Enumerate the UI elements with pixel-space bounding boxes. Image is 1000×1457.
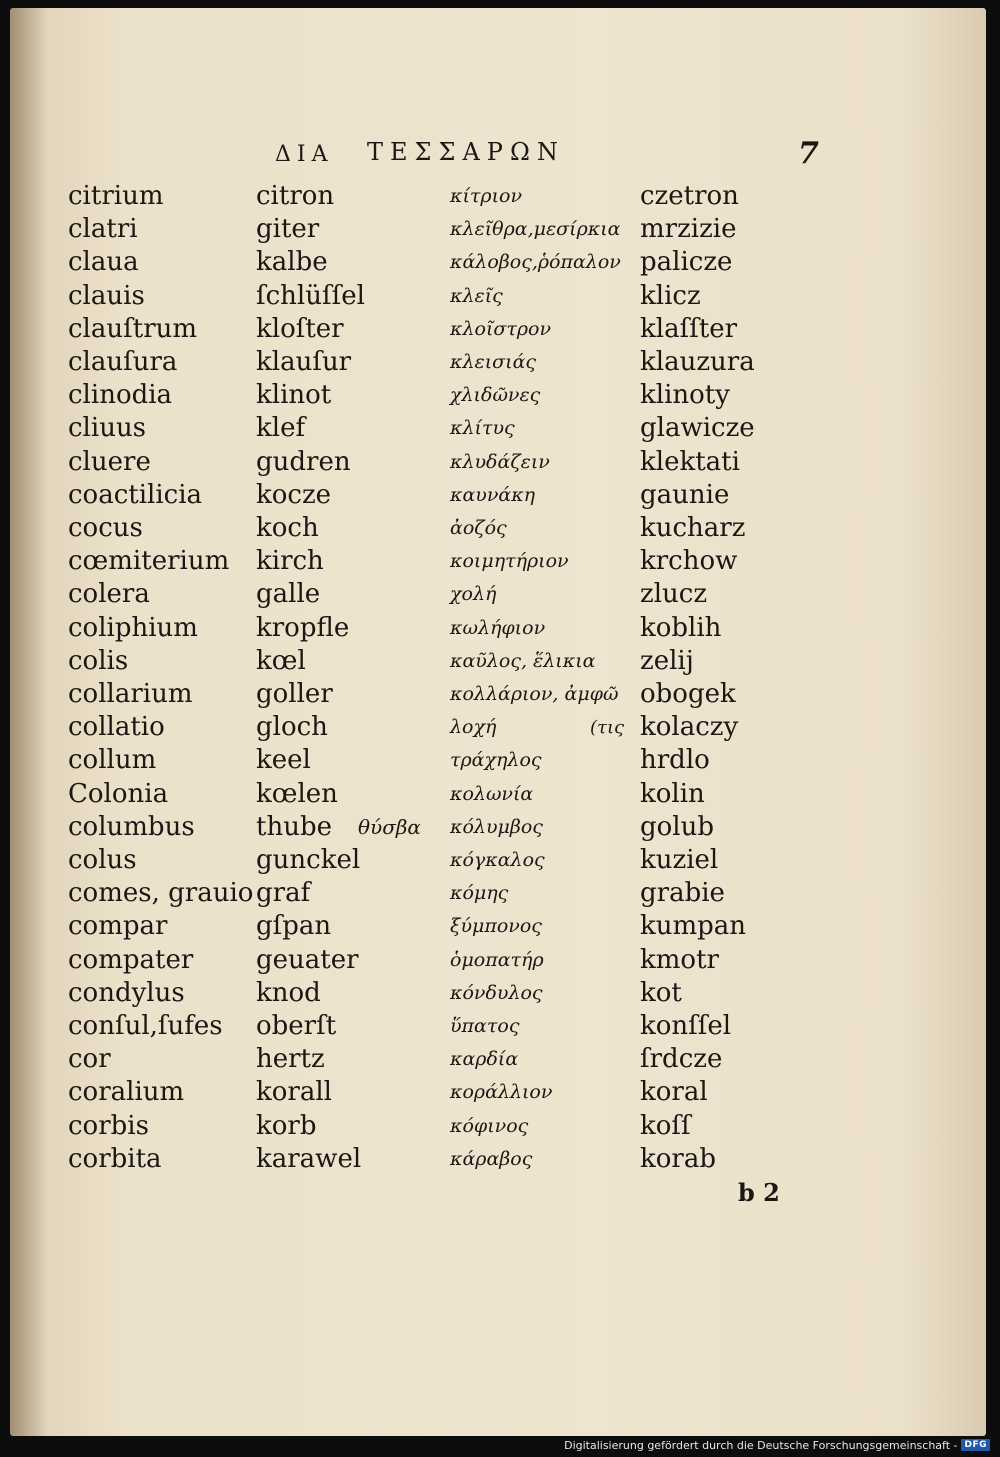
table-row bbox=[10, 1010, 986, 1043]
greek-word: καυνάκη bbox=[450, 483, 536, 506]
table-row bbox=[10, 346, 986, 379]
greek-word: κλεισιάς bbox=[450, 351, 537, 373]
latin-word: clinodia bbox=[68, 380, 173, 411]
table-row bbox=[10, 512, 986, 545]
german-word: geuater bbox=[256, 944, 359, 975]
bohemian-word: kolaczy bbox=[640, 712, 739, 743]
bohemian-word: czetron bbox=[640, 181, 739, 211]
table-row bbox=[10, 844, 986, 877]
german-word: citron bbox=[256, 181, 335, 211]
latin-word: clatri bbox=[68, 214, 138, 245]
latin-word: condylus bbox=[68, 977, 185, 1008]
latin-word: colus bbox=[68, 845, 137, 875]
bohemian-word: zlucz bbox=[640, 579, 708, 610]
greek-word: κλοῖστρον bbox=[450, 317, 552, 340]
bohemian-word: glawicze bbox=[640, 413, 755, 444]
german-word: kloſter bbox=[256, 313, 344, 344]
bohemian-word: klicz bbox=[640, 280, 701, 311]
table-row bbox=[10, 778, 986, 811]
greek-word: χλιδῶνες bbox=[450, 384, 541, 407]
bohemian-word: kolin bbox=[640, 778, 705, 809]
page-number: 7 bbox=[798, 136, 819, 171]
german-word: ſchlüſſel bbox=[256, 280, 365, 311]
table-row bbox=[10, 910, 986, 943]
footer-credit bbox=[564, 1436, 990, 1454]
german-word: kœl bbox=[256, 645, 306, 676]
greek-word: κλεῖς bbox=[450, 284, 503, 307]
table-row bbox=[10, 645, 986, 678]
greek-word: κόγκαλος bbox=[450, 849, 545, 871]
bohemian-word: klauzura bbox=[640, 347, 755, 377]
greek-word: κλίτυς bbox=[450, 417, 515, 440]
header-title: ΤΕΣΣΑΡΩΝ bbox=[367, 138, 565, 166]
greek-word: κάραβος bbox=[450, 1147, 533, 1170]
greek-word: κλυδάζειν bbox=[450, 450, 550, 473]
bohemian-word: mrzizie bbox=[640, 214, 737, 245]
greek-word: τράχηλος bbox=[450, 749, 542, 772]
latin-word: clauſtrum bbox=[68, 313, 198, 344]
table-row bbox=[10, 180, 986, 213]
bohemian-word: golub bbox=[640, 811, 715, 842]
book-page bbox=[10, 8, 986, 1436]
bohemian-word: klaſſter bbox=[640, 313, 738, 344]
german-word: keel bbox=[256, 745, 311, 776]
german-word: klinot bbox=[256, 380, 332, 411]
latin-word: coliphium bbox=[68, 612, 198, 643]
bohemian-word: ſrdcze bbox=[640, 1044, 723, 1075]
latin-word: columbus bbox=[68, 811, 195, 842]
latin-word: citrium bbox=[68, 181, 164, 211]
bohemian-word: kuziel bbox=[640, 845, 719, 875]
bohemian-word: koſſ bbox=[640, 1110, 691, 1141]
latin-word: collum bbox=[68, 745, 157, 776]
marginal-greek: θύσβα bbox=[358, 814, 421, 839]
latin-word: cliuus bbox=[68, 413, 147, 444]
latin-word: cor bbox=[68, 1044, 111, 1075]
bohemian-word: obogek bbox=[640, 679, 736, 709]
german-word: gloch bbox=[256, 712, 328, 743]
latin-word: cluere bbox=[68, 446, 151, 477]
greek-note: (τις bbox=[590, 717, 625, 739]
german-word: gunckel bbox=[256, 845, 361, 875]
table-row bbox=[10, 246, 986, 279]
table-row bbox=[10, 612, 986, 645]
table-row bbox=[10, 379, 986, 412]
greek-word: ἀοζός bbox=[450, 517, 507, 539]
bohemian-word: konſſel bbox=[640, 1011, 732, 1041]
table-row bbox=[10, 1143, 986, 1176]
bohemian-word: korab bbox=[640, 1143, 716, 1174]
latin-word: corbita bbox=[68, 1143, 162, 1174]
table-row bbox=[10, 1110, 986, 1143]
bohemian-word: hrdlo bbox=[640, 745, 710, 776]
german-word: klef bbox=[256, 413, 306, 444]
german-word: gudren bbox=[256, 446, 351, 477]
bohemian-word: klektati bbox=[640, 446, 740, 477]
latin-word: cœmiterium bbox=[68, 546, 230, 577]
table-row bbox=[10, 412, 986, 445]
german-word: thube bbox=[256, 811, 332, 842]
latin-word: claua bbox=[68, 247, 139, 278]
table-row bbox=[10, 811, 986, 844]
greek-word: κόλυμβος bbox=[450, 815, 543, 838]
latin-word: compater bbox=[68, 944, 194, 975]
latin-word: conſul,ſufes bbox=[68, 1011, 223, 1041]
table-row bbox=[10, 545, 986, 578]
greek-word: κόμης bbox=[450, 882, 509, 905]
running-header bbox=[10, 134, 986, 174]
greek-word: καρδία bbox=[450, 1048, 519, 1071]
latin-word: compar bbox=[68, 911, 168, 942]
german-word: giter bbox=[256, 214, 320, 245]
bohemian-word: kot bbox=[640, 977, 682, 1008]
greek-word: καῦλος, ἕλικια bbox=[450, 649, 596, 672]
greek-word: κόφινος bbox=[450, 1114, 529, 1137]
greek-word: κολλάριον, ἀμφῶ bbox=[450, 683, 619, 705]
table-row bbox=[10, 877, 986, 910]
greek-word: κόνδυλος bbox=[450, 981, 543, 1004]
latin-word: Colonia bbox=[68, 778, 169, 809]
greek-word: λοχή bbox=[450, 716, 497, 739]
table-row bbox=[10, 678, 986, 711]
latin-word: colera bbox=[68, 579, 150, 610]
latin-word: collatio bbox=[68, 712, 165, 743]
latin-word: colis bbox=[68, 645, 129, 676]
bohemian-word: krchow bbox=[640, 546, 738, 577]
greek-word: κοιμητήριον bbox=[450, 550, 569, 573]
greek-word: κωλήφιον bbox=[450, 616, 546, 639]
bohemian-word: koral bbox=[640, 1077, 708, 1108]
german-word: gſpan bbox=[256, 911, 332, 942]
greek-word: χολή bbox=[450, 583, 497, 606]
german-word: knod bbox=[256, 977, 321, 1008]
greek-word: κολωνία bbox=[450, 782, 534, 805]
bohemian-word: gaunie bbox=[640, 479, 730, 510]
dfg-logo: DFG bbox=[961, 1439, 990, 1451]
bohemian-word: grabie bbox=[640, 878, 725, 909]
bohemian-word: klinoty bbox=[640, 380, 730, 411]
german-word: oberſt bbox=[256, 1011, 337, 1041]
german-word: korb bbox=[256, 1110, 317, 1141]
table-row bbox=[10, 213, 986, 246]
german-word: koch bbox=[256, 513, 319, 543]
table-row bbox=[10, 1043, 986, 1076]
german-word: karawel bbox=[256, 1143, 362, 1174]
greek-word: ὁμοπατήρ bbox=[450, 948, 544, 971]
table-row bbox=[10, 280, 986, 313]
german-word: hertz bbox=[256, 1044, 325, 1075]
latin-word: corbis bbox=[68, 1110, 149, 1141]
latin-word: cocus bbox=[68, 513, 143, 543]
footer-text: Digitalisierung gefördert durch die Deutsche Forschungsgemeinschaft - bbox=[564, 1438, 958, 1452]
german-word: kocze bbox=[256, 479, 332, 510]
table-row bbox=[10, 1076, 986, 1109]
greek-word: ξύμπονος bbox=[450, 915, 542, 938]
german-word: galle bbox=[256, 579, 321, 610]
table-row bbox=[10, 313, 986, 346]
bohemian-word: zelij bbox=[640, 645, 694, 676]
german-word: kirch bbox=[256, 546, 324, 577]
german-word: kalbe bbox=[256, 247, 328, 278]
table-row bbox=[10, 944, 986, 977]
latin-word: coactilicia bbox=[68, 479, 203, 510]
signature-mark: b 2 bbox=[738, 1178, 780, 1207]
latin-word: collarium bbox=[68, 679, 193, 709]
table-row bbox=[10, 744, 986, 777]
latin-word: comes, grauio bbox=[68, 878, 254, 909]
table-row bbox=[10, 578, 986, 611]
german-word: graf bbox=[256, 878, 311, 909]
latin-word: coralium bbox=[68, 1077, 185, 1108]
german-word: kropfle bbox=[256, 612, 350, 643]
bohemian-word: koblih bbox=[640, 612, 722, 643]
table-row bbox=[10, 711, 986, 744]
bohemian-word: kucharz bbox=[640, 513, 746, 543]
table-row bbox=[10, 977, 986, 1010]
greek-word: κίτριον bbox=[450, 185, 523, 207]
header-left: ΔΙΑ bbox=[275, 142, 334, 167]
latin-word: clauſura bbox=[68, 347, 178, 377]
bohemian-word: kumpan bbox=[640, 911, 747, 942]
greek-word: ὕπατος bbox=[450, 1015, 520, 1037]
german-word: klauſur bbox=[256, 347, 352, 377]
latin-word: clauis bbox=[68, 280, 145, 311]
bohemian-word: kmotr bbox=[640, 944, 719, 975]
table-row bbox=[10, 446, 986, 479]
greek-word: κοράλλιον bbox=[450, 1081, 553, 1104]
german-word: korall bbox=[256, 1077, 332, 1108]
table-row bbox=[10, 479, 986, 512]
greek-word: κάλοβος,ῥόπαλον bbox=[450, 251, 621, 274]
german-word: goller bbox=[256, 679, 333, 709]
greek-word: κλεῖθρα,μεσίρκια bbox=[450, 218, 621, 241]
bohemian-word: palicze bbox=[640, 247, 733, 278]
german-word: kœlen bbox=[256, 778, 338, 809]
